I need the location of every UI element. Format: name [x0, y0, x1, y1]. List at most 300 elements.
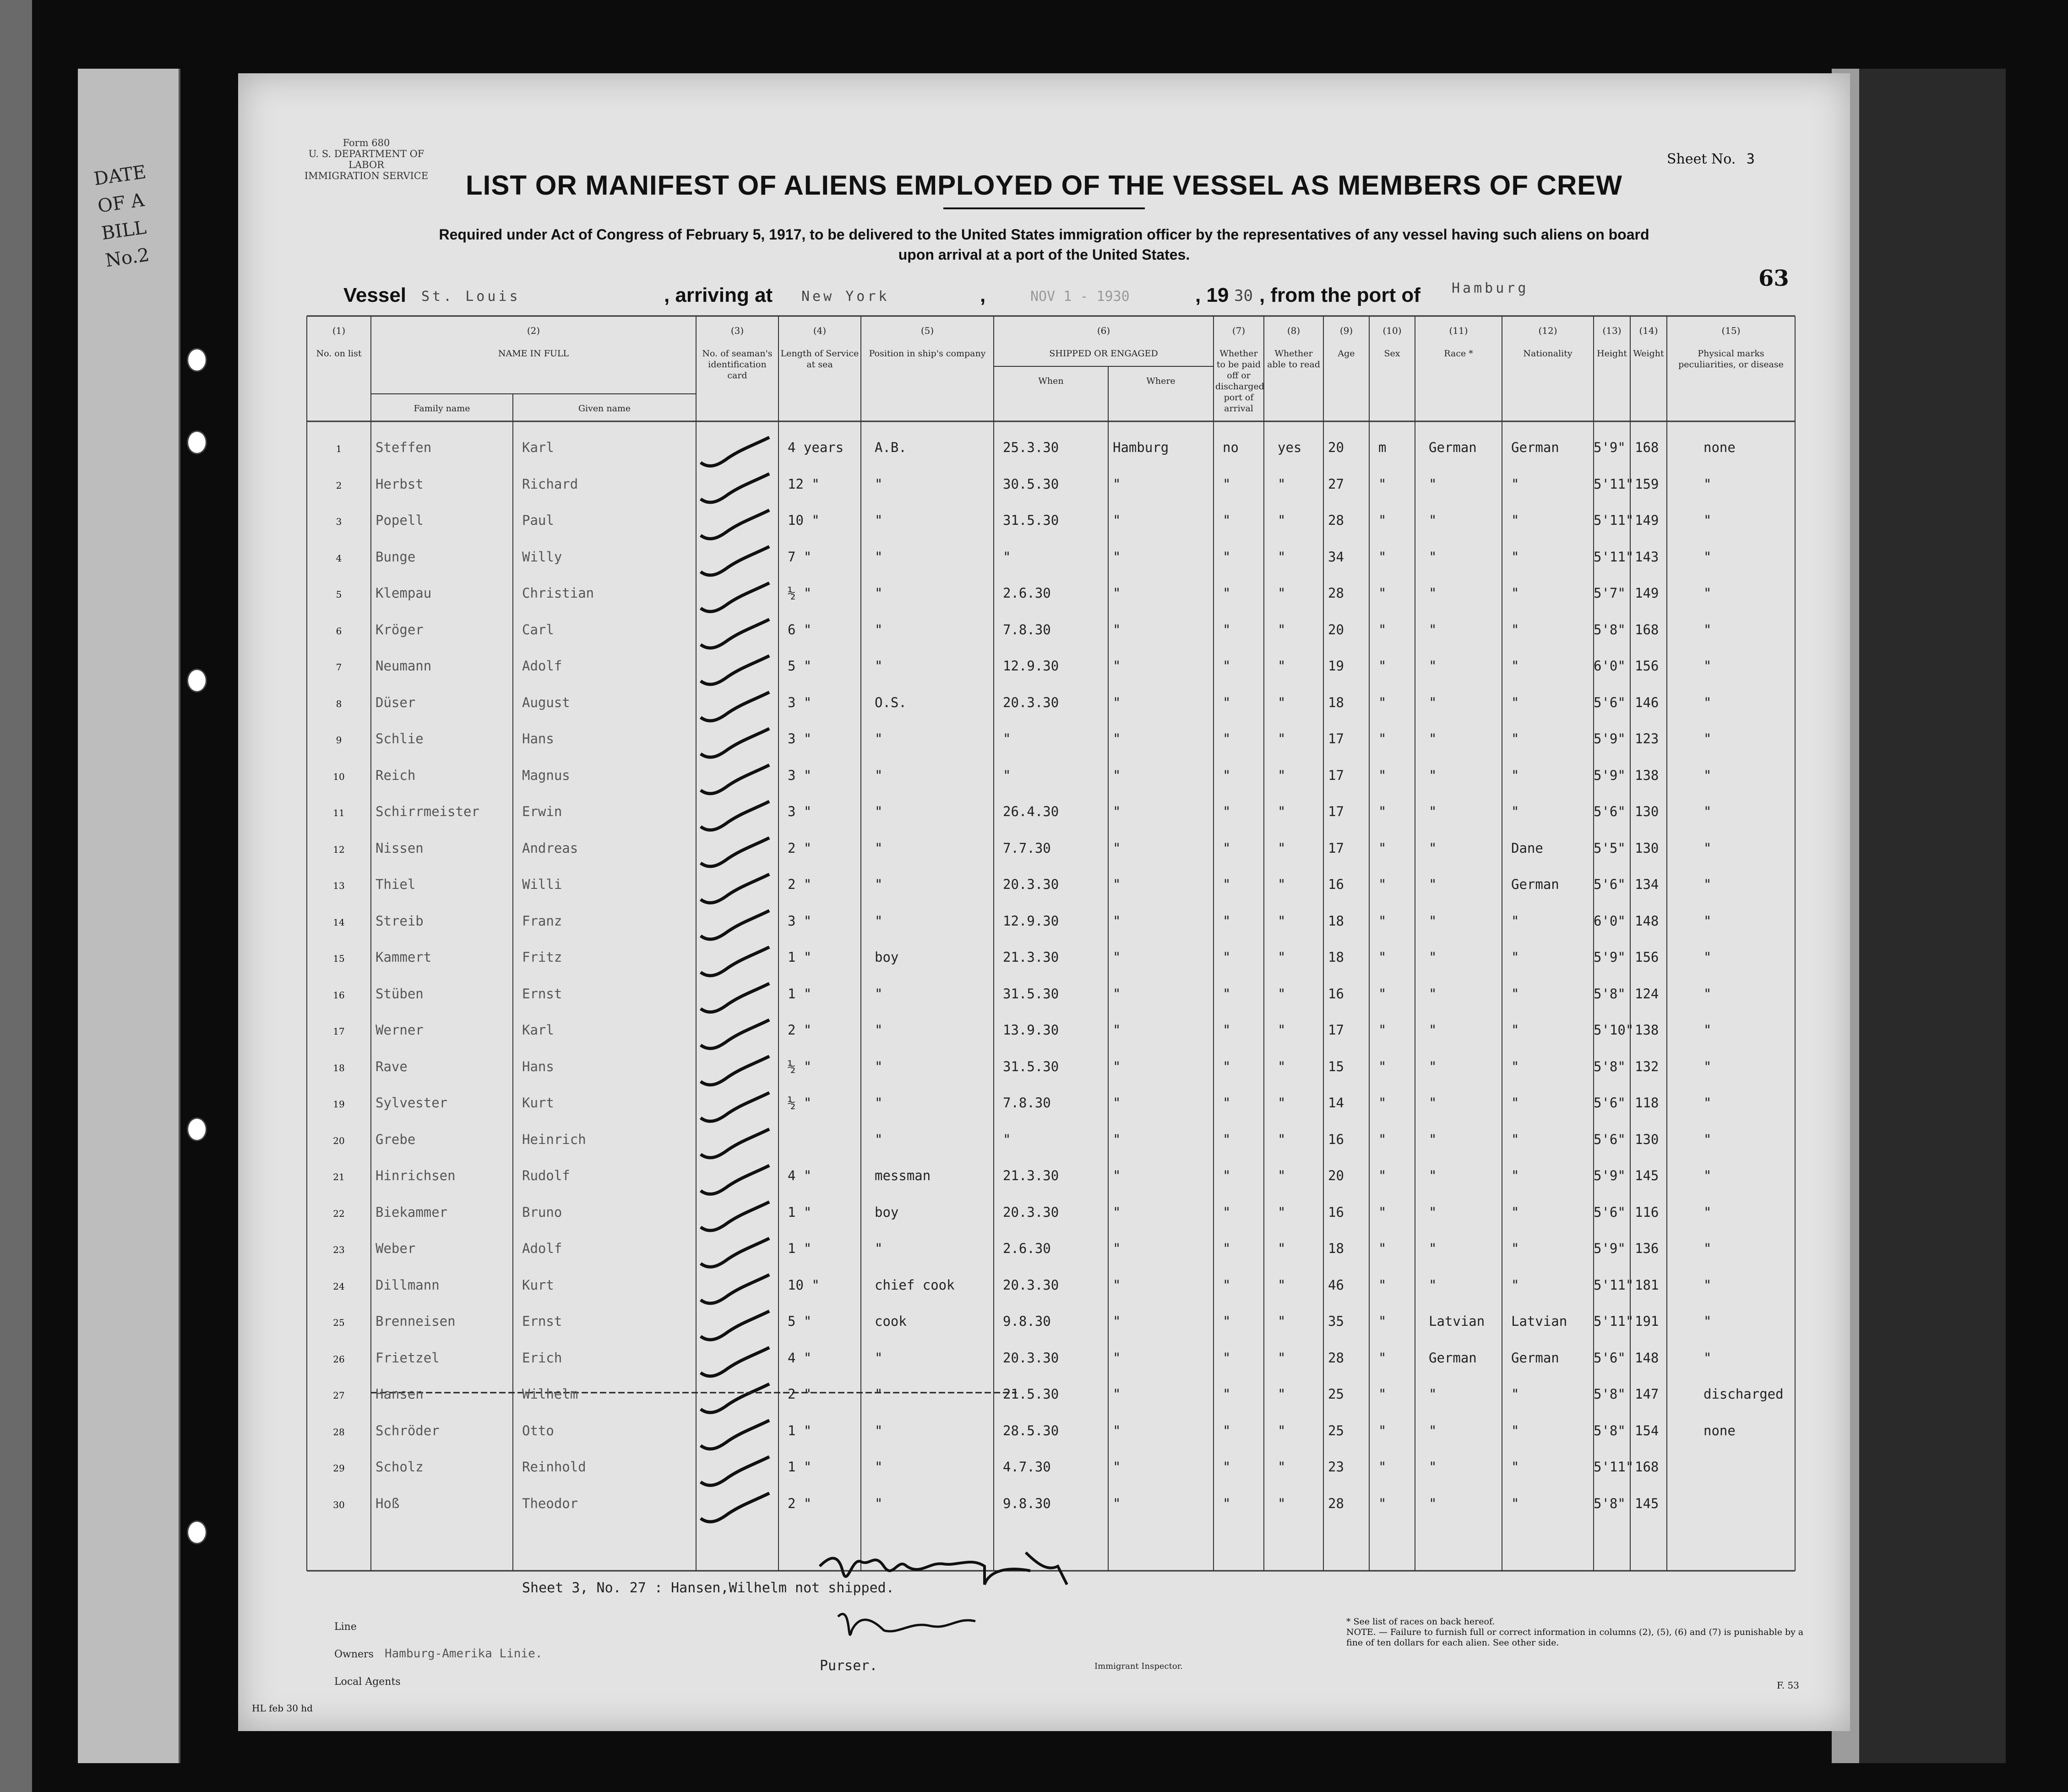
row-weight: 146: [1635, 694, 1659, 710]
row-number: 17: [333, 1026, 345, 1037]
row-given: August: [522, 694, 570, 710]
page-number: 63: [1758, 266, 1789, 291]
row-position: messman: [875, 1168, 931, 1183]
row-read: ": [1278, 949, 1286, 965]
row-paid: ": [1223, 1422, 1231, 1438]
row-given: Hans: [522, 731, 554, 746]
row-height: 5'11": [1594, 1313, 1634, 1329]
row-when: 7.8.30: [1003, 1095, 1051, 1111]
row-position: boy: [875, 1204, 899, 1220]
row-position: ": [875, 1350, 883, 1366]
row-number: 30: [333, 1499, 345, 1510]
column-header: Whether able to read: [1267, 349, 1320, 370]
check-mark: [701, 801, 769, 830]
row-weight: 149: [1635, 585, 1659, 601]
row-service: 3 ": [788, 767, 812, 783]
check-mark: [701, 984, 769, 1012]
row-age: 17: [1328, 767, 1344, 783]
row-when: 9.8.30: [1003, 1495, 1051, 1511]
row-sex: ": [1378, 512, 1387, 528]
row-position: ": [875, 767, 883, 783]
row-nationality: ": [1511, 949, 1519, 965]
row-read: ": [1278, 1241, 1286, 1256]
row-sex: ": [1378, 767, 1387, 783]
column-header: Sex: [1384, 349, 1400, 359]
row-nationality: ": [1511, 694, 1519, 710]
row-sex: ": [1378, 804, 1387, 819]
year-label: , 19: [1195, 284, 1229, 306]
row-height: 5'8": [1594, 1422, 1626, 1438]
row-read: ": [1278, 1386, 1286, 1402]
row-where: ": [1113, 1386, 1121, 1402]
row-marks: ": [1703, 1168, 1712, 1183]
row-weight: 156: [1635, 658, 1659, 674]
check-mark: [701, 656, 769, 684]
row-where: ": [1113, 913, 1121, 929]
row-height: 5'6": [1594, 1131, 1626, 1147]
row-number: 7: [336, 662, 342, 673]
row-read: ": [1278, 767, 1286, 783]
row-where: ": [1113, 694, 1121, 710]
row-sex: ": [1378, 1313, 1387, 1329]
column-number: (14): [1639, 325, 1658, 336]
row-read: ": [1278, 1168, 1286, 1183]
row-given: Hans: [522, 1058, 554, 1074]
row-age: 16: [1328, 1204, 1344, 1220]
row-service: 3 ": [788, 731, 812, 746]
punch-hole: [187, 348, 207, 372]
row-number: 1: [336, 443, 342, 454]
check-mark: [701, 620, 769, 648]
column-header: Weight: [1633, 349, 1664, 359]
row-service: 2 ": [788, 1495, 812, 1511]
row-marks: ": [1703, 949, 1712, 965]
row-family: Thiel: [376, 877, 416, 892]
row-race: ": [1429, 585, 1437, 601]
row-service: 4 ": [788, 1168, 812, 1183]
row-when: 20.3.30: [1003, 1277, 1059, 1293]
row-position: ": [875, 1422, 883, 1438]
row-race: ": [1429, 1131, 1437, 1147]
column-header: Race *: [1444, 349, 1473, 359]
row-height: 5'10": [1594, 1022, 1634, 1038]
row-sex: ": [1378, 1277, 1387, 1293]
row-family: Neumann: [376, 658, 432, 674]
row-nationality: ": [1511, 549, 1519, 565]
row-service: 3 ": [788, 913, 812, 929]
row-height: 5'6": [1594, 877, 1626, 892]
row-sex: ": [1378, 658, 1387, 674]
check-mark: [701, 838, 769, 866]
row-family: Hansen: [376, 1386, 424, 1402]
sheet-number-value: 3: [1746, 151, 1755, 167]
row-sex: ": [1378, 1422, 1387, 1438]
row-age: 27: [1328, 476, 1344, 492]
row-weight: 168: [1635, 621, 1659, 637]
row-when: 20.3.30: [1003, 877, 1059, 892]
row-position: ": [875, 877, 883, 892]
check-mark: [701, 583, 769, 611]
row-number: 9: [336, 735, 342, 746]
row-marks: ": [1703, 1313, 1712, 1329]
row-where: ": [1113, 1204, 1121, 1220]
row-when: 20.3.30: [1003, 1204, 1059, 1220]
row-height: 5'8": [1594, 1386, 1626, 1402]
row-nationality: German: [1511, 440, 1559, 455]
row-where: ": [1113, 840, 1121, 856]
row-nationality: ": [1511, 1131, 1519, 1147]
check-mark: [701, 1421, 769, 1449]
row-nationality: ": [1511, 804, 1519, 819]
column-header: Height: [1597, 349, 1627, 359]
row-race: ": [1429, 913, 1437, 929]
row-height: 5'7": [1594, 585, 1626, 601]
row-read: ": [1278, 476, 1286, 492]
row-nationality: ": [1511, 621, 1519, 637]
row-nationality: ": [1511, 986, 1519, 1002]
row-family: Herbst: [376, 476, 424, 492]
row-paid: ": [1223, 1022, 1231, 1038]
row-read: ": [1278, 1277, 1286, 1293]
right-page-edge: [1832, 69, 2006, 1763]
row-number: 12: [333, 844, 345, 855]
row-paid: ": [1223, 512, 1231, 528]
row-race: ": [1429, 1204, 1437, 1220]
row-given: Heinrich: [522, 1131, 586, 1147]
row-service: 5 ": [788, 1313, 812, 1329]
row-position: ": [875, 1241, 883, 1256]
row-where: ": [1113, 1422, 1121, 1438]
row-where: ": [1113, 658, 1121, 674]
row-position: ": [875, 1386, 883, 1402]
row-position: ": [875, 1022, 883, 1038]
row-family: Rave: [376, 1058, 408, 1074]
row-service: ½ ": [788, 585, 812, 601]
row-given: Adolf: [522, 658, 562, 674]
row-given: Franz: [522, 913, 562, 929]
row-height: 5'11": [1594, 1459, 1634, 1475]
row-marks: ": [1703, 1022, 1712, 1038]
row-weight: 148: [1635, 913, 1659, 929]
row-read: ": [1278, 1058, 1286, 1074]
row-paid: ": [1223, 1241, 1231, 1256]
row-weight: 143: [1635, 549, 1659, 565]
row-read: ": [1278, 658, 1286, 674]
row-age: 17: [1328, 840, 1344, 856]
row-age: 18: [1328, 949, 1344, 965]
row-when: 20.3.30: [1003, 1350, 1059, 1366]
row-sex: ": [1378, 1168, 1387, 1183]
department-name: U. S. DEPARTMENT OF LABOR: [308, 148, 424, 170]
row-nationality: ": [1511, 731, 1519, 746]
row-service: 4 years: [788, 440, 844, 455]
row-weight: 130: [1635, 1131, 1659, 1147]
row-weight: 191: [1635, 1313, 1659, 1329]
row-when: ": [1003, 767, 1011, 783]
row-where: ": [1113, 877, 1121, 892]
row-position: ": [875, 585, 883, 601]
row-where: ": [1113, 1168, 1121, 1183]
row-where: ": [1113, 1095, 1121, 1111]
row-when: 31.5.30: [1003, 512, 1059, 528]
check-mark: [701, 911, 769, 939]
row-sex: ": [1378, 1350, 1387, 1366]
row-sex: ": [1378, 1095, 1387, 1111]
row-race: ": [1429, 731, 1437, 746]
row-height: 5'11": [1594, 476, 1634, 492]
check-mark: [701, 510, 769, 539]
check-mark: [701, 1348, 769, 1376]
owners-value: Hamburg-Amerika Linie.: [385, 1647, 543, 1661]
row-where: ": [1113, 1459, 1121, 1475]
row-number: 15: [333, 953, 345, 964]
row-height: 5'9": [1594, 767, 1626, 783]
row-service: 2 ": [788, 877, 812, 892]
column-number: (15): [1721, 325, 1741, 336]
row-height: 5'8": [1594, 1058, 1626, 1074]
row-service: 3 ": [788, 694, 812, 710]
row-service: 4 ": [788, 1350, 812, 1366]
row-read: ": [1278, 1459, 1286, 1475]
row-given: Magnus: [522, 767, 570, 783]
row-read: ": [1278, 1422, 1286, 1438]
row-given: Rudolf: [522, 1168, 570, 1183]
row-marks: ": [1703, 694, 1712, 710]
row-when: 31.5.30: [1003, 1058, 1059, 1074]
races-note: * See list of races on back hereof.: [1346, 1617, 1495, 1627]
row-service: 3 ": [788, 804, 812, 819]
row-number: 18: [333, 1062, 345, 1073]
row-number: 4: [336, 552, 342, 564]
row-race: ": [1429, 549, 1437, 565]
row-given: Bruno: [522, 1204, 562, 1220]
row-marks: ": [1703, 731, 1712, 746]
row-marks: discharged: [1703, 1386, 1784, 1402]
row-marks: ": [1703, 913, 1712, 929]
column-header: Nationality: [1523, 349, 1573, 359]
row-race: ": [1429, 804, 1437, 819]
check-mark: [701, 1311, 769, 1340]
row-family: Steffen: [376, 440, 432, 455]
row-family: Biekammer: [376, 1204, 448, 1220]
row-race: ": [1429, 1422, 1437, 1438]
row-sex: ": [1378, 877, 1387, 892]
row-where: Hamburg: [1113, 440, 1169, 455]
row-paid: ": [1223, 1058, 1231, 1074]
row-service: 1 ": [788, 1459, 812, 1475]
row-paid: ": [1223, 840, 1231, 856]
row-marks: ": [1703, 1095, 1712, 1111]
check-mark: [701, 1238, 769, 1267]
row-service: 6 ": [788, 621, 812, 637]
row-family: Grebe: [376, 1131, 416, 1147]
check-mark: [701, 1457, 769, 1485]
row-sex: m: [1378, 440, 1387, 455]
row-paid: ": [1223, 1168, 1231, 1183]
row-read: yes: [1278, 440, 1302, 455]
row-number: 25: [333, 1317, 345, 1328]
row-marks: ": [1703, 1131, 1712, 1147]
local-agents-label: Local Agents: [334, 1676, 401, 1688]
row-where: ": [1113, 949, 1121, 965]
row-sex: ": [1378, 1022, 1387, 1038]
column-number: (11): [1449, 325, 1468, 336]
row-read: ": [1278, 804, 1286, 819]
row-age: 16: [1328, 986, 1344, 1002]
column-number: (10): [1382, 325, 1402, 336]
row-number: 27: [333, 1390, 345, 1401]
check-mark: [701, 437, 769, 466]
comma: ,: [980, 284, 986, 306]
punch-hole: [187, 1117, 207, 1141]
row-when: 20.3.30: [1003, 694, 1059, 710]
row-family: Kröger: [376, 621, 424, 637]
row-height: 5'9": [1594, 731, 1626, 746]
check-mark: [701, 1166, 769, 1194]
row-weight: 168: [1635, 440, 1659, 455]
row-family: Schirrmeister: [376, 804, 479, 819]
arriving-port: New York: [801, 289, 890, 305]
row-age: 20: [1328, 1168, 1344, 1183]
row-when: 9.8.30: [1003, 1313, 1051, 1329]
row-marks: ": [1703, 804, 1712, 819]
row-read: ": [1278, 1204, 1286, 1220]
row-race: German: [1429, 440, 1477, 455]
footer-notes: [1346, 1617, 1804, 1648]
row-paid: ": [1223, 1386, 1231, 1402]
column-subheader: Family name: [414, 403, 470, 414]
row-race: ": [1429, 986, 1437, 1002]
column-number: (5): [920, 325, 934, 336]
row-paid: ": [1223, 621, 1231, 637]
row-nationality: ": [1511, 767, 1519, 783]
row-height: 5'6": [1594, 694, 1626, 710]
check-mark: [701, 874, 769, 903]
row-read: ": [1278, 512, 1286, 528]
row-age: 34: [1328, 549, 1344, 565]
from-port: Hamburg: [1452, 280, 1529, 296]
row-paid: ": [1223, 986, 1231, 1002]
row-given: Erich: [522, 1350, 562, 1366]
handwritten-signature: [811, 1539, 1140, 1658]
row-paid: ": [1223, 1350, 1231, 1366]
service-name: IMMIGRATION SERVICE: [304, 170, 429, 181]
row-height: 5'9": [1594, 1168, 1626, 1183]
row-given: Karl: [522, 1022, 554, 1038]
row-family: Dillmann: [376, 1277, 440, 1293]
form-number: Form 680: [343, 137, 390, 148]
row-number: 20: [333, 1135, 345, 1146]
column-number: (9): [1339, 325, 1353, 336]
row-weight: 124: [1635, 986, 1659, 1002]
row-race: ": [1429, 1022, 1437, 1038]
row-marks: ": [1703, 1058, 1712, 1074]
row-position: ": [875, 476, 883, 492]
row-family: Klempau: [376, 585, 432, 601]
row-nationality: ": [1511, 1495, 1519, 1511]
row-when: ": [1003, 549, 1011, 565]
row-paid: ": [1223, 476, 1231, 492]
row-paid: ": [1223, 731, 1231, 746]
row-marks: ": [1703, 1241, 1712, 1256]
check-mark: [701, 1093, 769, 1121]
column-number: (8): [1287, 325, 1301, 336]
binder-strip: [0, 0, 32, 1792]
row-race: ": [1429, 1386, 1437, 1402]
column-header: Whether to be paid off or discharged port of arrival: [1215, 349, 1264, 414]
column-number: (13): [1602, 325, 1622, 336]
column-number: (4): [813, 325, 827, 336]
row-paid: ": [1223, 1204, 1231, 1220]
row-weight: 123: [1635, 731, 1659, 746]
row-age: 17: [1328, 1022, 1344, 1038]
row-family: Stüben: [376, 986, 424, 1002]
row-read: ": [1278, 1022, 1286, 1038]
row-marks: ": [1703, 767, 1712, 783]
row-sex: ": [1378, 1058, 1387, 1074]
date-stamp-partial: DATE OF A BILL No.2: [93, 161, 151, 272]
row-nationality: ": [1511, 1168, 1519, 1183]
row-read: ": [1278, 694, 1286, 710]
row-service: 1 ": [788, 1422, 812, 1438]
row-family: Frietzel: [376, 1350, 440, 1366]
row-when: ": [1003, 731, 1011, 746]
row-weight: 145: [1635, 1168, 1659, 1183]
row-nationality: ": [1511, 913, 1519, 929]
column-subheader: Where: [1146, 376, 1175, 386]
row-paid: ": [1223, 549, 1231, 565]
row-height: 5'11": [1594, 549, 1634, 565]
row-family: Düser: [376, 694, 416, 710]
row-weight: 130: [1635, 840, 1659, 856]
row-position: ": [875, 621, 883, 637]
row-race: ": [1429, 694, 1437, 710]
row-height: 5'8": [1594, 621, 1626, 637]
row-paid: ": [1223, 1277, 1231, 1293]
form-print-code: HL feb 30 hd: [252, 1703, 313, 1714]
row-where: ": [1113, 1058, 1121, 1074]
row-where: ": [1113, 767, 1121, 783]
row-where: ": [1113, 1313, 1121, 1329]
row-age: 35: [1328, 1313, 1344, 1329]
row-age: 46: [1328, 1277, 1344, 1293]
row-given: Ernst: [522, 986, 562, 1002]
row-age: 18: [1328, 913, 1344, 929]
row-weight: 134: [1635, 877, 1659, 892]
row-when: 13.9.30: [1003, 1022, 1059, 1038]
row-position: ": [875, 804, 883, 819]
row-sex: ": [1378, 1495, 1387, 1511]
row-position: ": [875, 1131, 883, 1147]
column-header: Physical marks peculiarities, or disease: [1678, 349, 1784, 370]
row-age: 14: [1328, 1095, 1344, 1111]
row-age: 16: [1328, 877, 1344, 892]
row-given: Andreas: [522, 840, 578, 856]
row-number: 19: [333, 1099, 345, 1110]
check-mark: [701, 1057, 769, 1085]
row-weight: 138: [1635, 767, 1659, 783]
row-marks: none: [1703, 440, 1736, 455]
row-race: ": [1429, 621, 1437, 637]
row-height: 6'0": [1594, 658, 1626, 674]
row-weight: 149: [1635, 512, 1659, 528]
row-sex: ": [1378, 694, 1387, 710]
row-paid: ": [1223, 585, 1231, 601]
row-marks: ": [1703, 1277, 1712, 1293]
row-sex: ": [1378, 476, 1387, 492]
row-marks: ": [1703, 1350, 1712, 1366]
row-position: A.B.: [875, 440, 907, 455]
